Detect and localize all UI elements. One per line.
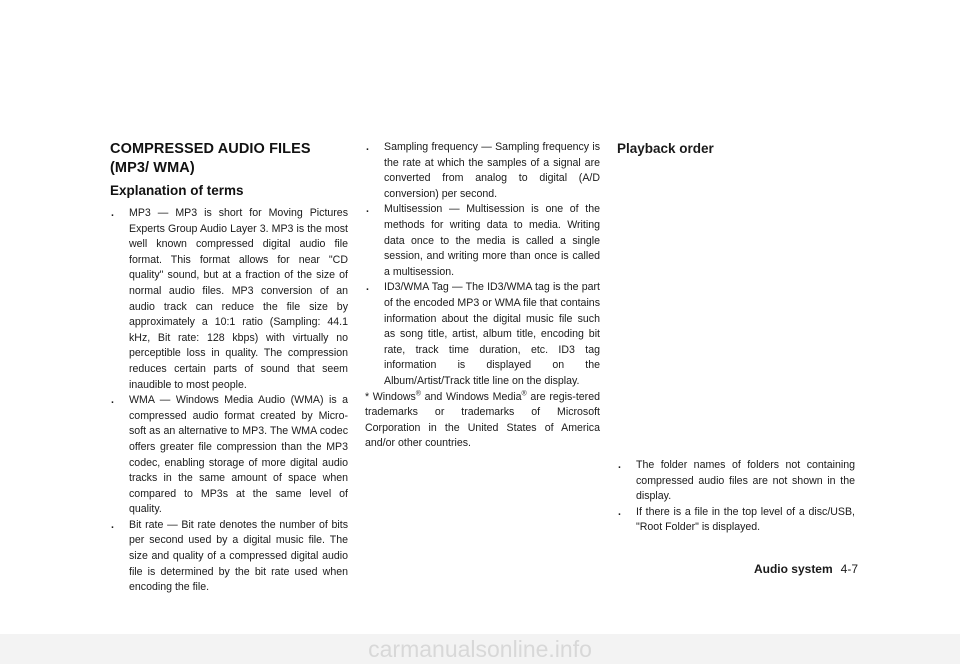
subsection-title: Explanation of terms — [110, 183, 244, 198]
bullet: . — [366, 141, 369, 153]
list-item: . MP3 — MP3 is short for Moving Pictures Experts Group Audio Layer 3. MP3 is the most well known compressed digital audio file format. This format allows for near "CD quality" sound, but at a fraction of the size of normal audio files. MP3 conversion of an audio track can reduce the file size by approximately a 10:1 ratio (Sampling: 44.1 kHz, Bit rate: 128 kbps) with virtually no perceptible loss in quality. The compression reduces certain parts of sound that seem inaudible to most people. — [111, 207, 348, 391]
column-middle — [365, 140, 600, 452]
list-item: . WMA — Windows Media Audio (WMA) is a compressed audio format created by Micro-soft as an alternative to MP3. The WMA codec offers greater file compression than the MP3 codec, enabling storage of more digital audio tracks in the same amount of space when compared to MP3s at the same level of quality. — [111, 394, 348, 516]
bullet: . — [111, 207, 114, 219]
terms-list — [110, 206, 348, 596]
column-left — [110, 140, 348, 596]
page-number: 4-7 — [840, 562, 858, 576]
bullet: . — [111, 518, 114, 531]
trademark-note: * Windows® and Windows Media® are regis-tered trademarks or trademarks of Microsoft Corporation in the United States of America and/or other countries. — [365, 389, 600, 450]
bullet: . — [618, 505, 621, 518]
page-footer — [700, 561, 858, 577]
playback-order-title: Playback order — [617, 141, 714, 156]
bullet: . — [366, 203, 369, 216]
list-item: . Multisession — Multisession is one of the methods for writing data to media. Writing data once to the media is called a single session, and writing more than once is called a multisession. — [366, 203, 600, 278]
bullet: . — [366, 281, 369, 294]
list-item: . Sampling frequency — Sampling frequency is the rate at which the samples of a signal are converted from analog to digital (A/D conversion) per second. — [366, 141, 600, 200]
terms-list-continued — [365, 140, 600, 390]
column-right — [617, 140, 855, 158]
list-item: . Bit rate — Bit rate denotes the number of bits per second used by a digital music file. The size and quality of a compressed digital audio file is determined by the bit rate used when encoding the file. — [111, 518, 348, 594]
watermark: carmanualsonline.info — [0, 634, 960, 664]
footer-section-name: Audio system — [753, 562, 833, 576]
playback-order-notes — [617, 458, 855, 536]
list-item: . The folder names of folders not containing compressed audio files are not shown in the display. — [618, 459, 855, 503]
list-item: . ID3/WMA Tag — The ID3/WMA tag is the part of the encoded MP3 or WMA file that contains information about the digital music file such as song title, artist, album title, encoding bit rate, track time duration, etc. ID3 tag information is displayed on the Album/Artist/Track title line on the display. — [366, 281, 600, 387]
list-item: . If there is a file in the top level of a disc/USB, "Root Folder" is displayed. — [618, 505, 855, 534]
bullet: . — [618, 459, 621, 471]
bullet: . — [111, 394, 114, 407]
section-title: COMPRESSED AUDIO FILES (MP3/ WMA) — [110, 141, 311, 176]
